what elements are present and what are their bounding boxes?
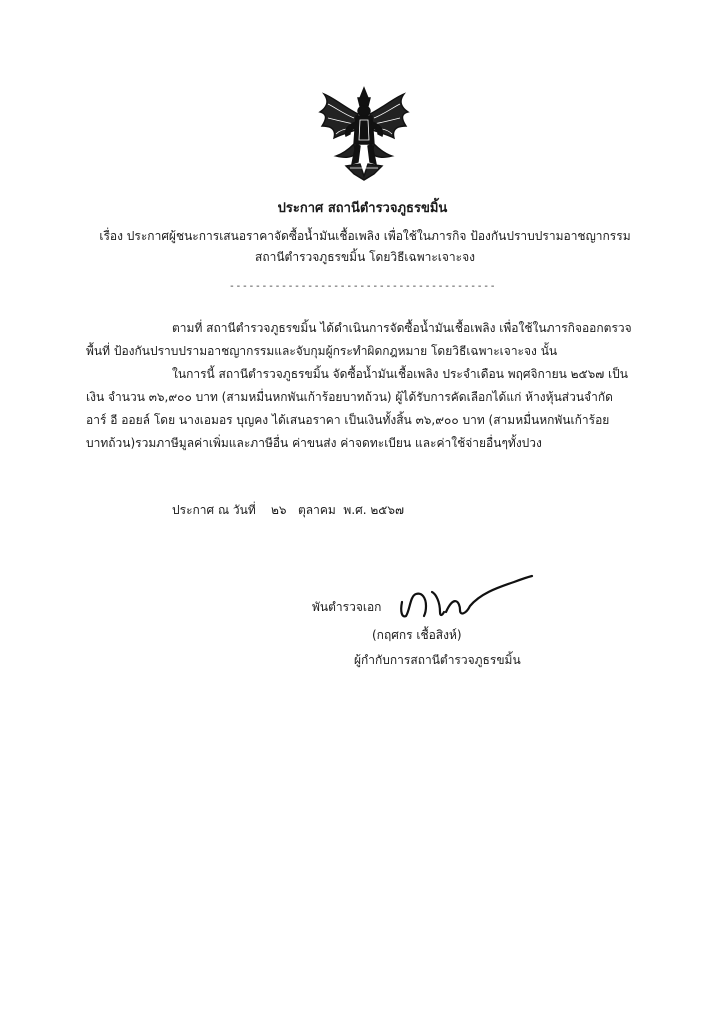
announcement-title: ประกาศ สถานีตำรวจภูธรขมิ้น (277, 201, 448, 216)
garuda-emblem (316, 84, 412, 184)
subject (60, 226, 670, 268)
body-line-5: อาร์ อี ออยล์ โดย นางเอมอร บุญคง ได้เสนอราคา เป็นเงินทั้งสิ้น ๓๖,๙๐๐ บาท (สามหมื่นหกพันเก้าร้อย (86, 413, 610, 427)
body-line-1: ตามที่ สถานีตำรวจภูธรขมิ้น ได้ดำเนินการจัดซื้อน้ำมันเชื้อเพลิง เพื่อใช้ในภารกิจออกตรวจ (172, 321, 632, 335)
handwritten-signature (396, 572, 536, 624)
signer-name: (กฤศกร เชื้อสิงห์) (372, 628, 462, 642)
body-line-3: ในการนี้ สถานีตำรวจภูธรขมิ้น จัดซื้อน้ำมันเชื้อเพลิง ประจำเดือน พฤศจิกายน ๒๕๖๗ เป็น (172, 367, 628, 381)
subject-line-1: เรื่อง ประกาศผู้ชนะการเสนอราคาจัดซื้อน้ำมันเชื้อเพลิง เพื่อใช้ในภารกิจ ป้องกันปราบปรามอาชญากรรม (99, 229, 631, 243)
divider: ----------------------------------------- (228, 281, 497, 292)
signer-rank: พันตำรวจเอก (312, 600, 382, 614)
subject-line-2: สถานีตำรวจภูธรขมิ้น โดยวิธีเฉพาะเจาะจง (255, 250, 475, 264)
signer-position: ผู้กำกับการสถานีตำรวจภูธรขมิ้น (354, 653, 521, 667)
announce-date: ประกาศ ณ วันที่ ๒๖ ตุลาคม พ.ศ. ๒๕๖๗ (172, 503, 405, 517)
body-line-4: เงิน จำนวน ๓๖,๙๐๐ บาท (สามหมื่นหกพันเก้าร้อยบาทถ้วน) ผู้ได้รับการคัดเลือกได้แก่ ห้างหุ้นส่วนจำกัด (86, 390, 613, 404)
body-line-6: บาทถ้วน)รวมภาษีมูลค่าเพิ่มและภาษีอื่น ค่าขนส่ง ค่าจดทะเบียน และค่าใช้จ่ายอื่นๆทั้งปวง (86, 436, 542, 450)
body-line-2: พื้นที่ ป้องกันปราบปรามอาชญากรรมและจับกุมผู้กระทำผิดกฎหมาย โดยวิธีเฉพาะเจาะจง นั้น (86, 344, 558, 358)
